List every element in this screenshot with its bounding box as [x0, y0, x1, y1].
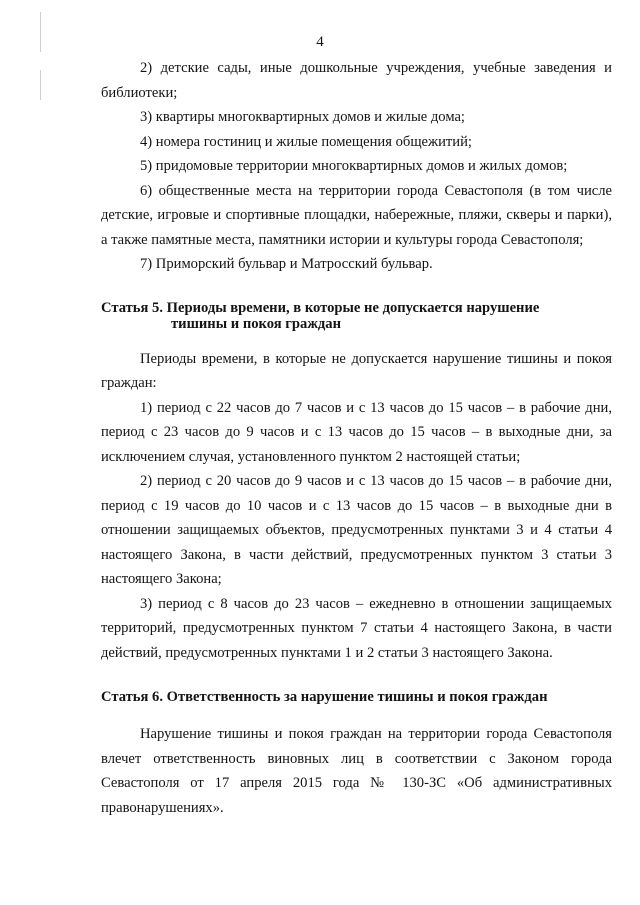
article-6-heading: Статья 6. Ответственность за нарушение тишины и покоя граждан: [101, 689, 548, 705]
page-number: 4: [316, 34, 324, 50]
article-5-intro: Периоды времени, в которые не допускается нарушение тишины и покоя граждан:: [101, 350, 612, 391]
scan-artifact: [40, 70, 41, 100]
list-item: 7) Приморский бульвар и Матросский бульвар.: [140, 256, 433, 272]
article-5-heading-line2: тишины и покоя граждан: [171, 315, 342, 332]
article-5-heading: [101, 300, 612, 332]
document-body: [101, 56, 612, 820]
list-item: 6) общественные места на территории города Севастополя (в том числе детские, игровые и спортивные площадки, набережные, пляжи, скверы и парки), а также памятные места, памятники истории и культуры города Севастополя;: [101, 182, 612, 248]
article-6-body: Нарушение тишины и покоя граждан на территории города Севастополя влечет ответственность виновных лиц в соответствии с Законом города Севастополя от 17 апреля 2015 года № 130-ЗС «Об административных правонарушениях».: [101, 726, 612, 816]
article-5-item: 1) период с 22 часов до 7 часов и с 13 часов до 15 часов – в рабочие дни, период с 23 часов до 9 часов и с 13 часов до 15 часов – в выходные дни, за исключением случая, установленного пунктом 2 настоящей статьи;: [101, 399, 612, 465]
article-5-heading-line1: Статья 5. Периоды времени, в которые не допускается нарушение: [101, 299, 540, 316]
article-5-item: 3) период с 8 часов до 23 часов – ежедневно в отношении защищаемых территорий, предусмотренных пунктом 7 статьи 4 настоящего Закона, в части действий, предусмотренных пунктами 1 и 2 статьи 3 настоящего Закона.: [101, 595, 612, 661]
list-item: 4) номера гостиниц и жилые помещения общежитий;: [140, 133, 472, 150]
list-item: 5) придомовые территории многоквартирных домов и жилых домов;: [140, 158, 568, 174]
list-item: 2) детские сады, иные дошкольные учреждения, учебные заведения и библиотеки;: [101, 60, 612, 101]
list-item: 3) квартиры многоквартирных домов и жилые дома;: [140, 109, 465, 125]
article-5-item: 2) период с 20 часов до 9 часов и с 13 часов до 15 часов – в рабочие дни, период с 19 часов до 10 часов и с 13 часов до 15 часов – в выходные дни в отношении защищаемых объектов, предусмотренных пунктами 3 и 4 статьи 4 настоящего Закона, в части действий, предусмотренных пунктом 3 статьи 3 настоящего Закона;: [101, 473, 612, 587]
